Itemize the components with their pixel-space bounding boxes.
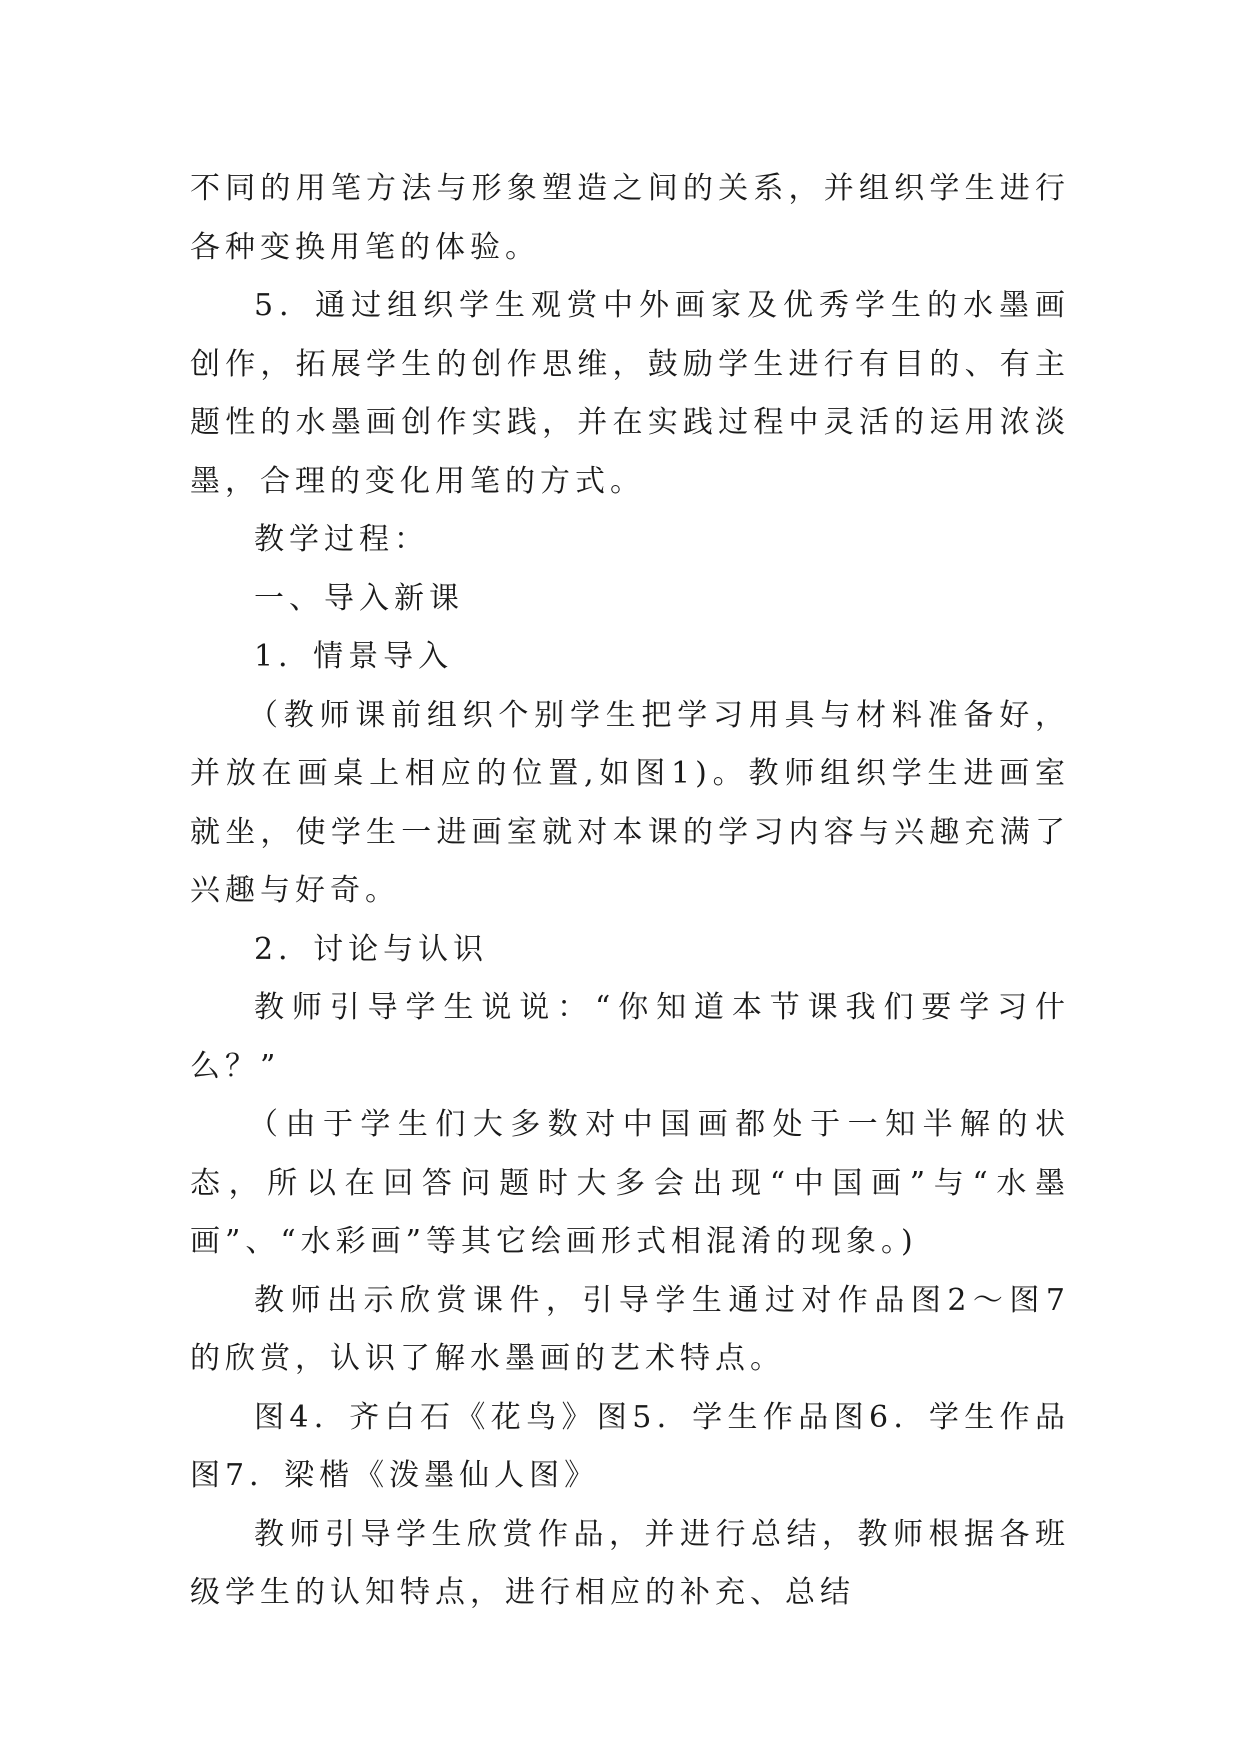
- heading-scene-intro: 1．情景导入: [254, 639, 454, 674]
- paragraph-summary: 教师引导学生欣赏作品，并进行总结，教师根据各班级学生的认知特点，进行相应的补充、总结: [190, 1516, 1070, 1610]
- paragraph-scene-intro: （教师课前组织个别学生把学习用具与材料准备好，并放在画桌上相应的位置,如图1)。教师组织学生进画室就坐，使学生一进画室就对本课的学习内容与兴趣充满了兴趣与好奇。: [190, 697, 1070, 908]
- paragraph-student-note: （由于学生们大多数对中国画都处于一知半解的状态，所以在回答问题时大多会出现“中国画”与“水墨画”、“水彩画”等其它绘画形式相混淆的现象。): [190, 1107, 1070, 1259]
- paragraph-appreciation: 教师出示欣赏课件，引导学生通过对作品图2～图7的欣赏，认识了解水墨画的艺术特点。: [190, 1282, 1070, 1376]
- document-body: [190, 160, 1070, 1623]
- heading-section-1: 一、导入新课: [254, 580, 464, 616]
- paragraph-objective-5: 5．通过组织学生观赏中外画家及优秀学生的水墨画创作，拓展学生的创作思维，鼓励学生进行有目的、有主题性的水墨画创作实践，并在实践过程中灵活的运用浓淡墨，合理的变化用笔的方式。: [190, 288, 1070, 499]
- paragraph-figure-captions: 图4．齐白石《花鸟》图5．学生作品图6．学生作品图7．梁楷《泼墨仙人图》: [190, 1399, 1070, 1493]
- heading-discussion: 2．讨论与认识: [254, 931, 489, 967]
- heading-teaching-process: 教学过程：: [254, 522, 429, 557]
- paragraph-teacher-question: 教师引导学生说说：“你知道本节课我们要学习什么？”: [190, 990, 1070, 1084]
- paragraph-continuation: 不同的用笔方法与形象塑造之间的关系，并组织学生进行各种变换用笔的体验。: [190, 171, 1070, 265]
